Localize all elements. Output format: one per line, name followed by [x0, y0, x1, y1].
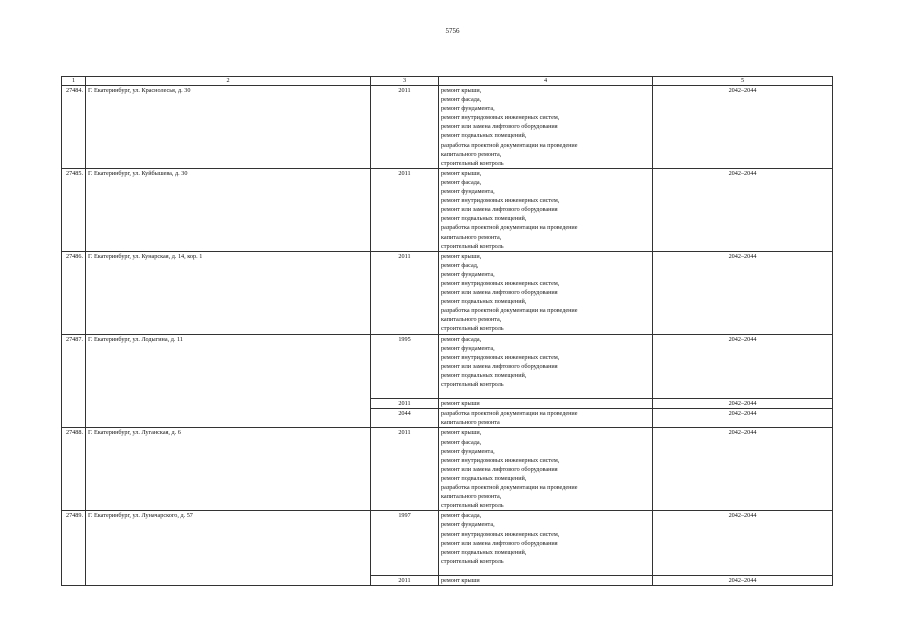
work-item: ремонт или замена лифтового оборудования	[441, 123, 558, 131]
work-item: разработка проектной документации на проведение	[441, 307, 578, 315]
work-item: ремонт или замена лифтового оборудования	[441, 362, 558, 370]
works-list	[439, 86, 653, 169]
table-body	[62, 77, 833, 586]
row-number: 27488.	[62, 428, 86, 511]
works-list	[439, 575, 653, 585]
work-item: ремонт фасада,	[441, 178, 482, 186]
work-item: разработка проектной документации на проведение	[441, 141, 578, 149]
work-item: ремонт внутридомовых инженерных систем,	[441, 197, 560, 205]
header-cell-1: 1	[62, 77, 86, 86]
repair-year: 2011	[371, 251, 439, 334]
building-address: Г. Екатеринбург, ул. Лодыгина, д. 11	[86, 334, 371, 428]
work-item: ремонт или замена лифтового оборудования	[441, 465, 558, 473]
work-item: строительный контроль	[441, 381, 504, 388]
work-item: ремонт или замена лифтового оборудования	[441, 206, 558, 214]
works-list	[439, 399, 653, 409]
table-row	[62, 334, 833, 399]
work-item: ремонт фундамента,	[441, 105, 495, 113]
building-address: Г. Екатеринбург, ул. Краснолесья, д. 30	[86, 86, 371, 169]
work-item: капитального ремонта,	[441, 150, 502, 158]
work-item: ремонт фасада,	[441, 512, 482, 520]
planned-period: 2042–2044	[653, 409, 833, 428]
work-item	[441, 566, 650, 575]
work-item: капитального ремонта,	[441, 316, 502, 324]
work-item: ремонт крыши,	[441, 252, 482, 260]
row-number: 27486.	[62, 251, 86, 334]
planned-period: 2042–2044	[653, 428, 833, 511]
work-item: ремонт подвальных помещений,	[441, 215, 527, 223]
work-item: ремонт подвальных помещений,	[441, 371, 527, 379]
work-item	[441, 389, 650, 398]
work-item: разработка проектной документации на проведение	[441, 224, 578, 232]
row-number: 27485.	[62, 168, 86, 251]
repair-year: 2011	[371, 168, 439, 251]
work-item: ремонт внутридомовых инженерных систем,	[441, 530, 560, 538]
work-item: капитального ремонта,	[441, 233, 502, 241]
work-item: капитального ремонта	[441, 419, 500, 427]
work-item: ремонт или замена лифтового оборудования	[441, 289, 558, 297]
works-list	[439, 511, 653, 576]
header-cell-3: 3	[371, 77, 439, 86]
work-item: ремонт крыши,	[441, 169, 482, 177]
work-item: ремонт крыши	[441, 576, 480, 584]
building-address: Г. Екатеринбург, ул. Куйбышева, д. 30	[86, 168, 371, 251]
planned-period: 2042–2044	[653, 511, 833, 576]
row-number: 27489.	[62, 511, 86, 586]
work-item: ремонт крыши	[441, 400, 480, 408]
work-item: ремонт фасада,	[441, 96, 482, 104]
building-address: Г. Екатеринбург, ул. Луначарского, д. 57	[86, 511, 371, 586]
work-item: ремонт фундамента,	[441, 188, 495, 196]
work-item: ремонт внутридомовых инженерных систем,	[441, 353, 560, 361]
planned-period: 2042–2044	[653, 86, 833, 169]
planned-period: 2042–2044	[653, 251, 833, 334]
work-item: ремонт фундамента,	[441, 521, 495, 529]
page-number: 5756	[445, 27, 460, 35]
work-item: ремонт внутридомовых инженерных систем,	[441, 114, 560, 122]
works-list	[439, 168, 653, 251]
repair-year: 2011	[371, 428, 439, 511]
work-item: строительный контроль	[441, 325, 504, 333]
work-item: разработка проектной документации на проведение	[441, 410, 578, 418]
work-item: ремонт фундамента,	[441, 270, 495, 278]
table-row	[62, 428, 833, 511]
work-item: разработка проектной документации на проведение	[441, 484, 578, 492]
work-item: строительный контроль	[441, 557, 504, 565]
repair-schedule-table	[61, 76, 833, 586]
work-item: строительный контроль	[441, 159, 504, 167]
repair-year: 1997	[371, 511, 439, 576]
planned-period: 2042–2044	[653, 399, 833, 409]
repair-year: 2044	[371, 409, 439, 428]
repair-year: 2011	[371, 86, 439, 169]
works-list	[439, 428, 653, 511]
work-item: ремонт фундамента,	[441, 344, 495, 352]
work-item: капитального ремонта,	[441, 493, 502, 501]
repair-year: 1995	[371, 334, 439, 399]
repair-year: 2011	[371, 399, 439, 409]
header-cell-2: 2	[86, 77, 371, 86]
table-row	[62, 86, 833, 169]
work-item: ремонт подвальных помещений,	[441, 548, 527, 556]
building-address: Г. Екатеринбург, ул. Кунарская, д. 14, кор. 1	[86, 251, 371, 334]
planned-period: 2042–2044	[653, 334, 833, 399]
works-list	[439, 409, 653, 428]
table-row	[62, 251, 833, 334]
work-item: ремонт подвальных помещений,	[441, 298, 527, 306]
work-item: ремонт внутридомовых инженерных систем,	[441, 456, 560, 464]
work-item: строительный контроль	[441, 242, 504, 250]
work-item: ремонт фундамента,	[441, 447, 495, 455]
work-item: ремонт крыши,	[441, 429, 482, 437]
table-row	[62, 511, 833, 576]
row-number: 27484.	[62, 86, 86, 169]
table-header-row	[62, 77, 833, 86]
table-row	[62, 168, 833, 251]
planned-period: 2042–2044	[653, 575, 833, 585]
row-number: 27487.	[62, 334, 86, 428]
planned-period: 2042–2044	[653, 168, 833, 251]
work-item: ремонт фасада,	[441, 335, 482, 343]
works-list	[439, 334, 653, 399]
work-item: ремонт подвальных помещений,	[441, 474, 527, 482]
repair-year: 2011	[371, 575, 439, 585]
work-item: ремонт внутридомовых инженерных систем,	[441, 279, 560, 287]
work-item: ремонт или замена лифтового оборудования	[441, 539, 558, 547]
work-item: ремонт крыши,	[441, 87, 482, 94]
work-item: строительный контроль	[441, 502, 504, 510]
work-item: ремонт подвальных помещений,	[441, 132, 527, 140]
work-item: ремонт фасада,	[441, 438, 482, 446]
header-cell-5: 5	[653, 77, 833, 86]
works-list	[439, 251, 653, 334]
header-cell-4: 4	[439, 77, 653, 86]
work-item: ремонт фасад,	[441, 261, 479, 269]
building-address: Г. Екатеринбург, ул. Луганская, д. 6	[86, 428, 371, 511]
